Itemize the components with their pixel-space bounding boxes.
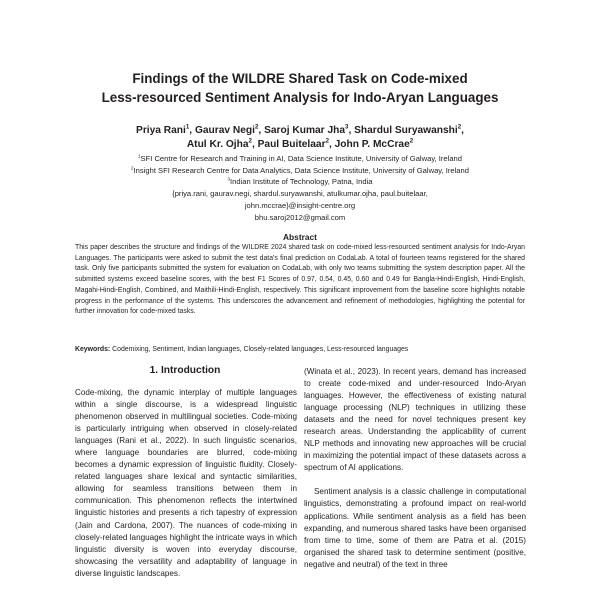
email-line-1: {priya.rani, gaurav.negi, shardul.suryawanshi, atulkumar.ojha, paul.buitelaar, [172,189,428,199]
affiliation-text: Indian Institute of Technology, Patna, India [230,177,373,187]
affiliations [0,153,600,223]
author-separator: , [258,125,265,136]
author-name: John P. McCrae [334,138,410,150]
affiliation [0,176,600,188]
affiliation-mark: 1 [137,153,141,159]
author-name: Priya Rani [136,125,186,136]
author-name: Shardul Suryawanshi [354,125,458,136]
paragraph-gap [304,474,526,486]
author-line-2 [0,138,600,152]
keywords [75,345,525,355]
email-line-2: john.mccrae}@insight-centre.org [244,200,356,210]
author-name: Saroj Kumar Jha [264,125,346,136]
title-line-1: Findings of the WILDRE Shared Task on Code-mixed [132,71,468,86]
affiliation-text: Insight SFI Research Centre for Data Analytics, Data Science Institute, University of Galway, Ireland [133,165,469,175]
author-separator: , [348,125,355,136]
author-affiliation-mark: 3 [345,123,349,131]
paragraph: Sentiment analysis is a classic challenge in computational linguistics, demonstrating a profound impact on real-world applications. While sentiment analysis as a field has been expanding, and numerous shared tasks have been organised from time to time, some of them are Patra et al. (2015) organised the shared task to determine sentiment (positive, negative and neutral) of the text in three [304,487,526,569]
author-separator: , [189,125,195,136]
section-heading-introduction: 1. Introduction [149,365,221,376]
author-affiliation-mark: 1 [185,123,190,131]
email-line-3: bhu.saroj2012@gmail.com [254,212,346,222]
title-line-2: Less-resourced Sentiment Analysis for Indo-Aryan Languages [101,90,499,105]
author-name: Gaurav Negi [194,125,255,136]
affiliation-mark: 2 [131,165,134,171]
author-affiliation-mark: 2 [248,137,252,145]
author-separator: , [251,138,258,150]
abstract-text: This paper describes the structure and findings of the WILDRE 2024 shared task on code-mixed less-resourced sentiment analysis for Indo-Aryan Languages. The participants were asked to submit the test data's final prediction on CodaLab. A total of fourteen teams registered for the shared task. Only five participants submitted the system for evaluation on CodaLab, with only two teams submitting the system description paper. All the submitted systems exceed baseline scores, with the best F1 Scores of 0.97, 0.54, 0.45, 0.60 and 0.49 for Bangla-Hindi-English, Hindi-English, Magahi-Hindi-English, Combined, and Maithili-Hindi-English, respectively. This significant improvement from the baseline score highlights notable progress in the performance of the systems. This underscores the advancement and refinement of methodologies, highlighting the potential for further innovation for code-mixed tasks. [75,244,525,316]
paper-title [0,69,600,107]
paragraph: (Winata et al., 2023). In recent years, demand has increased to create code-mixed and under-resourced Indo-Aryan languages. However, the effectiveness of existing natural language processing (NLP) techniques in utilizing these datasets and the need for novel techniques present key research areas. Understanding the applicability of current NLP methods and innovating new approaches will be crucial in maximizing the potential impact of these datasets across a spectrum of AI applications. [304,367,526,473]
keywords-label: Keywords: [75,346,111,353]
author-affiliation-mark: 2 [457,123,462,131]
keywords-text: Codemixing, Sentiment, Indian languages, Closely-related languages, Less-resourced languages [110,346,409,353]
affiliation [0,153,600,165]
paragraph: Code-mixing, the dynamic interplay of multiple languages within a single discourse, is a widespread linguistic phenomenon observed in multilingual societies. Code-mixing is particularly intriguing when observed in closely-related languages (Rani et al., 2022). In such linguistic scenarios, where language boundaries are blurred, code-mixing becomes a dynamic expression of linguistic fluidity. Closely-related languages share lexical and syntactic similarities, allowing for seamless transitions between them in communication. This phenomenon reflects the intertwined linguistic histories and presents a rich tapestry of expression (Jain and Cardona, 2007). The nuances of code-mixing in closely-related languages highlight the intricate ways in which linguistic diversity is woven into everyday discourse, showcasing the versatility and adaptability of language in diverse linguistic landscapes. [75,388,297,578]
author-separator: , [461,125,464,136]
author-affiliation-mark: 2 [254,123,259,131]
right-column [304,366,526,571]
author-list [0,124,600,151]
author-line-1 [0,124,600,138]
left-column [75,387,297,580]
author-affiliation-mark: 2 [325,137,329,145]
affiliation-text: SFI Centre for Research and Training in AI, Data Science Institute, University of Galway, Ireland [140,154,462,163]
affiliation [0,165,600,177]
author-affiliation-mark: 2 [409,137,414,145]
author-name: Atul Kr. Ojha [186,138,249,150]
abstract-heading: Abstract [283,232,317,242]
author-separator: , [328,138,335,150]
author-name: Paul Buitelaar [257,138,326,150]
affiliation-mark: 3 [227,176,231,182]
